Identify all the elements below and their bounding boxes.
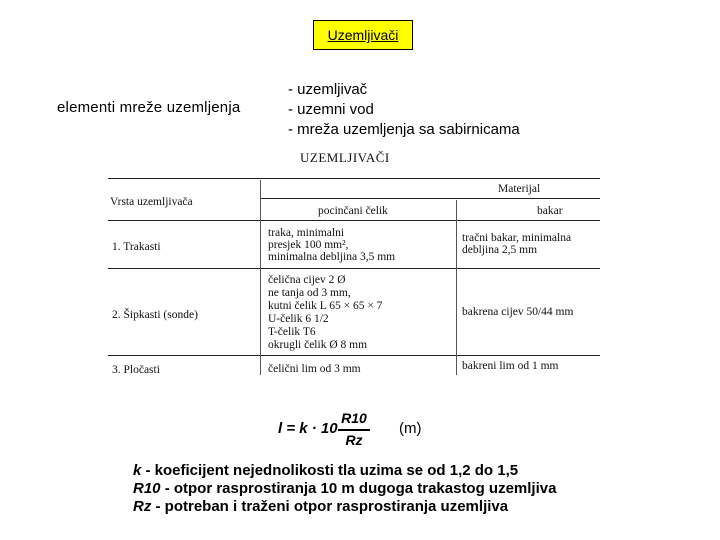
- row-steel-line: kutni čelik L 65 × 65 × 7: [268, 300, 383, 312]
- steel-header: pocinčani čelik: [318, 205, 388, 217]
- formula-denominator: Rz: [345, 432, 363, 448]
- table-heading: UZEMLJIVAČI: [300, 150, 390, 165]
- legend-text: - koeficijent nejednolikosti tla uzima se od 1,2 do 1,5: [141, 462, 519, 479]
- legend-item: [133, 498, 556, 516]
- elements-label: elementi mreže uzemljenja: [57, 99, 241, 116]
- row-type: 2. Šipkasti (sonde): [112, 309, 198, 321]
- legend-item: [133, 480, 556, 498]
- row-steel-line: okrugli čelik Ø 8 mm: [268, 339, 368, 351]
- row-steel-line: T-čelik T6: [268, 326, 316, 338]
- page-title: Uzemljivači: [313, 20, 413, 50]
- row-copper-line: tračni bakar, minimalna: [462, 232, 572, 244]
- row-type: 1. Trakasti: [112, 241, 161, 253]
- row-copper-line: bakrena cijev 50/44 mm: [462, 306, 574, 318]
- header-bottom-rule: [108, 220, 600, 221]
- row-divider: [108, 355, 600, 356]
- legend-text: - otpor rasprostiranja 10 m dugoga trakastog uzemljiva: [160, 480, 557, 497]
- bullet-item: - mreža uzemljenja sa sabirnicama: [288, 121, 520, 138]
- row-steel-line: ne tanja od 3 mm,: [268, 287, 351, 299]
- legend: [133, 462, 556, 516]
- row-copper-line: debljina 2,5 mm: [462, 244, 538, 256]
- legend-text: - potreban i traženi otpor rasprostiranja uzemljiva: [151, 498, 509, 515]
- type-header: Vrsta uzemljivača: [110, 196, 193, 208]
- formula-numerator: R10: [341, 410, 367, 426]
- row-steel-line: traka, minimalni: [268, 227, 345, 239]
- material-header: Materijal: [498, 183, 541, 195]
- row-steel-line: minimalna debljina 3,5 mm: [268, 251, 396, 263]
- fraction-bar: [338, 429, 370, 431]
- bullet-item: - uzemni vod: [288, 101, 374, 118]
- row-steel-line: čelična cijev 2 Ø: [268, 274, 346, 286]
- formula-unit: (m): [399, 420, 422, 437]
- legend-symbol: Rz: [133, 498, 152, 515]
- row-type: 3. Pločasti: [112, 364, 160, 376]
- row-steel-line: presjek 100 mm²,: [268, 239, 349, 251]
- bullet-item: - uzemljivač: [288, 81, 368, 98]
- column-divider: [456, 200, 457, 375]
- formula-lhs: l = k · 10: [278, 420, 338, 437]
- row-steel-line: čelični lim od 3 mm: [268, 363, 361, 375]
- row-copper-line: bakreni lim od 1 mm: [462, 360, 559, 372]
- copper-header: bakar: [537, 205, 563, 217]
- column-divider: [260, 180, 261, 375]
- table-top-rule: [108, 178, 600, 179]
- row-steel-line: U-čelik 6 1/2: [268, 313, 329, 325]
- material-rule: [260, 198, 600, 199]
- legend-item: [133, 462, 556, 480]
- legend-symbol: R10: [133, 480, 161, 497]
- row-divider: [108, 268, 600, 269]
- legend-symbol: k: [133, 462, 142, 479]
